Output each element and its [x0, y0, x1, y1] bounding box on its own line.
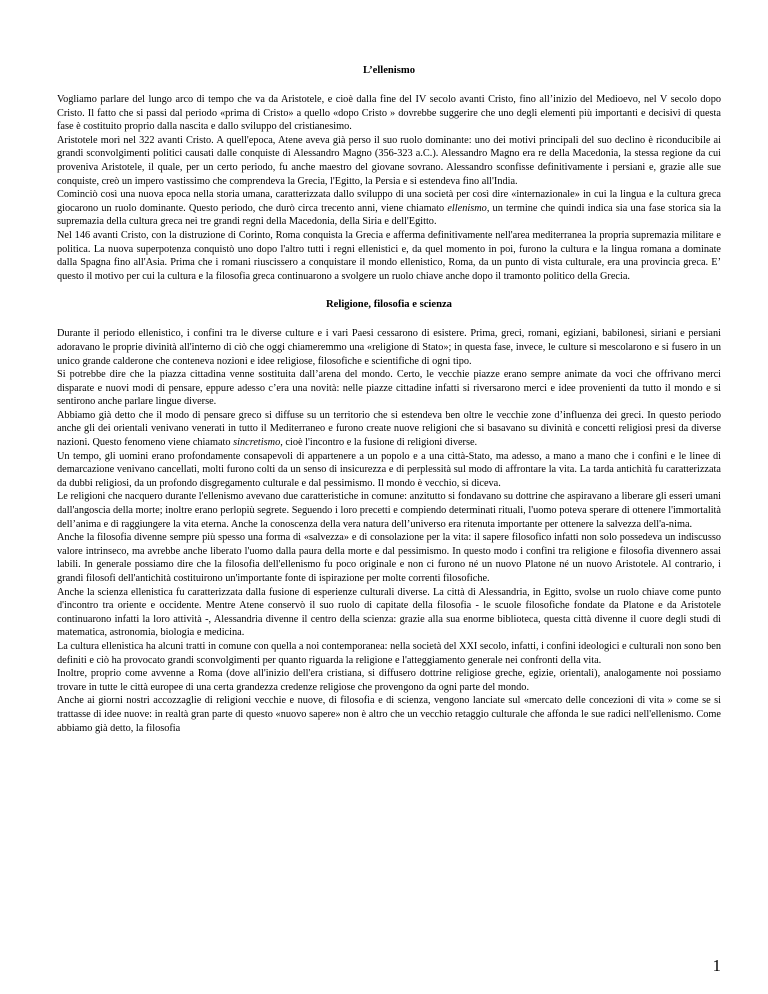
paragraph: Nel 146 avanti Cristo, con la distruzione di Corinto, Roma conquista la Grecia e afferma definitivamente nell'area mediterranea la propria supremazia militare e politica. La nuova superpotenza conquistò uno dopo l'altro tutti i regni ellenistici e, da quel momento in poi, furono la cultura e la lingua romana a dominate dalla Spagna fino all'Asia. Prima che i romani riuscissero a conquistare il mondo ellenistico, Roma, da un punto di vista culturale, era una provincia greca. E’ questo il motivo per cui la cultura e la filosofia greca continuarono a svolgere un ruolo chiave anche dopo il tramonto politico della Grecia. [57, 229, 721, 282]
paragraph: Inoltre, proprio come avvenne a Roma (dove all'inizio dell'era cristiana, si diffusero dottrine religiose greche, egizie, orientali), analogamente noi possiamo trovare in tutte le città europee di una certa grandezza credenze religiose che provengono da ogni parte del mondo. [57, 668, 721, 693]
paragraph: Cominciò così una nuova epoca nella storia umana, caratterizzata dallo sviluppo di una società per così dire «internazionale» in cui la lingua e la cultura greca giocarono un ruolo dominante. Questo periodo, che durò circa trecento anni, viene chiamato ellenismo, un termine che quindi indica sia una fase storica sia la supremazia della cultura greca nei tre grandi regni della Macedonia, della Siria e dell'Egitto. [57, 189, 721, 228]
paragraph: Aristotele morì nel 322 avanti Cristo. A quell'epoca, Atene aveva già perso il suo ruolo dominante: uno dei motivi principali del suo declino è riconducibile ai grandi sconvolgimenti politici causati dalle conquiste di Alessandro Magno (356-323 a.C.). Alessandro Magno era re della Macedonia, la stessa regione da cui proveniva Aristotele, il quale, per un certo periodo, fu anche maestro del giovane sovrano. Alessandro sconfisse definitivamente i persiani e, grazie alle sue conquiste, creò un impero vastissimo che comprendeva la Grecia, l'Egitto, la Persia e si estendeva fino all'India. [57, 134, 721, 187]
document-page [57, 64, 721, 735]
paragraph: Vogliamo parlare del lungo arco di tempo che va da Aristotele, e cioè dalla fine del IV secolo avanti Cristo, fino all’inizio del Medioevo, nel V secolo dopo Cristo. Il fatto che si passi dal periodo «prima di Cristo» a quello «dopo Cristo » dovrebbe suggerire che uno degli elementi più importanti e decisivi di questa fase è costituito proprio dalla nascita e dallo sviluppo del cristianesimo. [57, 94, 721, 133]
paragraph: Durante il periodo ellenistico, i confini tra le diverse culture e i vari Paesi cessarono di esistere. Prima, greci, romani, egiziani, babilonesi, siriani e persiani adoravano le proprie divinità all'interno di ciò che oggi chiameremmo una «religione di Stato»; in questa fase, invece, le culture si mescolarono e si fusero in un unico grande calderone che conteneva nozioni e idee religiose, filosofiche e scientifiche di ogni tipo. [57, 328, 721, 367]
paragraph: Anche ai giorni nostri accozzaglie di religioni vecchie e nuove, di filosofia e di scienza, vengono lanciate sul «mercato delle concezioni di vita » come se si trattasse di idee nuove: in realtà gran parte di questo «nuovo sapere» non è altro che un vecchio retaggio culturale che affonda le sue radici nell'ellenismo. Come abbiamo già detto, la filosofia [57, 695, 721, 734]
paragraph: Anche la scienza ellenistica fu caratterizzata dalla fusione di esperienze culturali diverse. La città di Alessandria, in Egitto, svolse un ruolo chiave come punto d'incontro tra oriente e occidente. Mentre Atene conservò il suo ruolo di capitate della filosofia - le scuole filosofiche fondate da Platone e da Aristotele continuarono infatti la loro attività -, Alessandria divenne il centro della scienza: grazie alla sua enorme biblioteca, questa città divenne il cuore degli studi di matematica, astronomia, biologia e medicina. [57, 586, 721, 639]
section-hellenism-intro [57, 93, 721, 283]
paragraph: La cultura ellenistica ha alcuni tratti in comune con quella a noi contemporanea: nella società del XXI secolo, infatti, i confini ideologici e culturali non sono ben definiti e ciò ha provocato grandi sconvolgimenti per quanto riguarda la religione e l'atteggiamento generale nei confronti della vita. [57, 640, 721, 666]
paragraph: Si potrebbe dire che la piazza cittadina venne sostituita dall’arena del mondo. Certo, le vecchie piazze erano sempre animate da voci che offrivano merci disparate e nuovi modi di pensare, eppure adesso c’era una novità: nelle piazze cittadine infatti si riversarono merci e idee provenienti da tutto il mondo e si sentirono anche parlare lingue diverse. [57, 369, 721, 408]
paragraph: Anche la filosofia divenne sempre più spesso una forma di «salvezza» e di consolazione per la vita: il sapere filosofico infatti non solo possedeva un indiscusso valore intrinseco, ma avrebbe anche liberato l'uomo dalla paura della morte e dal pessimismo. In questo modo i confini tra religione e filosofia divennero assai labili. In generale possiamo dire che la filosofia dell'ellenismo fu poco originale e non ci furono né un nuovo Platone né un nuovo Aristotele. Al contrario, i grandi filosofi dell'antichità costituirono un'importante fonte di ispirazione per molte correnti filosofiche. [57, 532, 721, 584]
page-number: 1 [712, 956, 721, 975]
document-title: L’ellenismo [363, 65, 415, 76]
section-heading: Religione, filosofia e scienza [326, 299, 452, 311]
paragraph: Abbiamo già detto che il modo di pensare greco si diffuse su un territorio che si estendeva ben oltre le vecchie zone d’influenza dei greci. In questo periodo anche gli dei orientali venivano venerati in tutto il Mediterraneo e furono create nuove religioni che si basavano su divinità e concetti religiosi presi da diverse nazioni. Questo fenomeno viene chiamato sincretismo, cioè l'incontro e la fusione di religioni diverse. [57, 409, 721, 449]
paragraph: Le religioni che nacquero durante l'ellenismo avevano due caratteristiche in comune: anzitutto si fondavano su dottrine che aspiravano a liberare gli esseri umani dall'angoscia della morte; inoltre erano perlopiù segrete. Seguendo i loro precetti e compiendo determinati rituali, l'uomo poteva sperare di ottenere l'immortalità dell’anima e di raggiungere la vita eterna. Anche la conoscenza della vera natura dell’universo era ritenuta importante per ottenere la salvezza dell'a-nima. [57, 491, 721, 530]
section-religion-philosophy-science [57, 327, 721, 735]
paragraph: Un tempo, gli uomini erano profondamente consapevoli di appartenere a un popolo e a una città-Stato, ma adesso, a mano a mano che i confini e le linee di demarcazione venivano cancellati, molti furono colti da un senso di insicurezza e di perplessità sul modo di affrontare la vita. La tarda antichità fu caratterizzata da dubbi religiosi, da un profondo disgregamento culturale e dal pessimismo. Il mondo è vecchio, si diceva. [57, 450, 721, 489]
